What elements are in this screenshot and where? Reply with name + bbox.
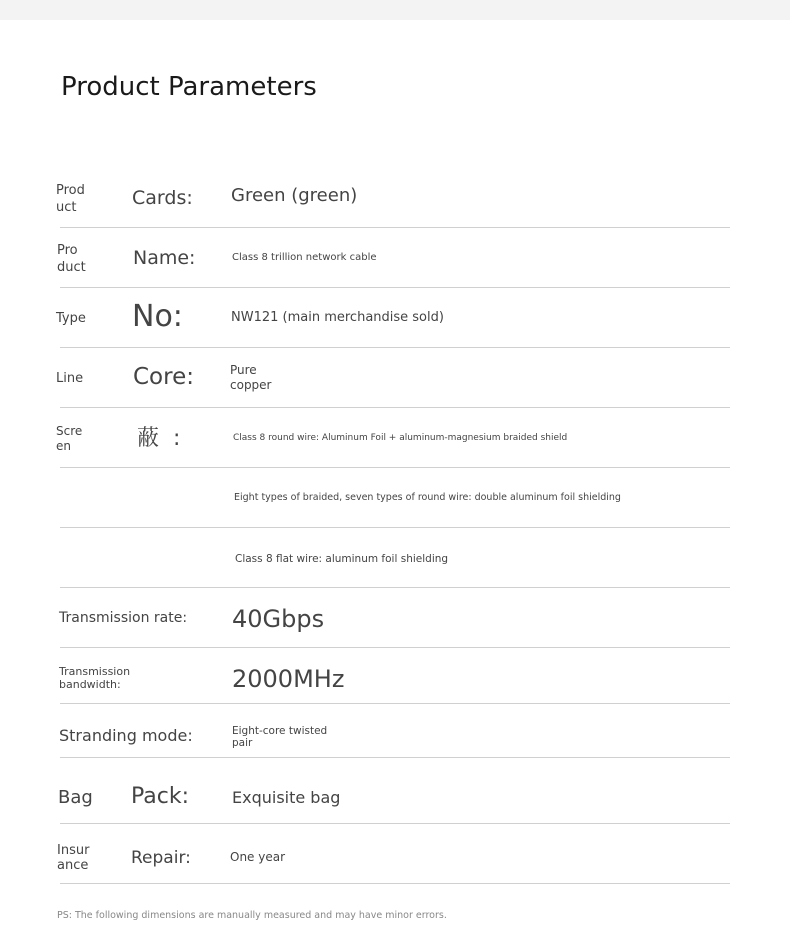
row-divider — [60, 467, 730, 468]
row-prefix: Pro duct — [57, 243, 86, 275]
row-value: Eight-core twisted pair — [232, 725, 328, 749]
row-label: Core: — [133, 364, 194, 390]
row-label: Stranding mode: — [59, 726, 193, 745]
row-value: One year — [230, 850, 286, 864]
top-band — [0, 0, 790, 20]
row-prefix: Scre en — [56, 424, 83, 453]
row-prefix: Bag — [58, 787, 93, 808]
row-value: Class 8 trillion network cable — [232, 252, 377, 263]
row-divider — [60, 823, 730, 824]
row-divider — [60, 703, 730, 704]
row-prefix: Type — [56, 311, 86, 326]
row-divider — [60, 527, 730, 528]
row-label: Name: — [133, 247, 196, 269]
row-prefix: Prod uct — [56, 183, 85, 215]
row-value: 2000MHz — [232, 665, 345, 693]
row-divider — [60, 883, 730, 884]
row-label: Transmission rate: — [59, 610, 188, 626]
row-divider — [60, 347, 730, 348]
row-value: Green (green) — [231, 185, 358, 206]
row-divider — [60, 407, 730, 408]
row-value: Exquisite bag — [232, 788, 341, 807]
row-label: Pack: — [131, 784, 190, 809]
row-divider — [60, 227, 730, 228]
row-divider — [60, 757, 730, 758]
row-label: Repair: — [131, 848, 191, 868]
footnote: PS: The following dimensions are manually measured and may have minor errors. — [57, 910, 447, 921]
row-value: Pure copper — [230, 363, 272, 392]
row-value: NW121 (main merchandise sold) — [231, 310, 444, 325]
row-divider — [60, 587, 730, 588]
row-label: Transmission bandwidth: — [59, 665, 131, 691]
row-label: 蔽 : — [137, 426, 181, 451]
row-prefix: Insur ance — [57, 843, 90, 873]
row-prefix: Line — [56, 371, 84, 386]
row-divider — [60, 287, 730, 288]
row-label: Cards: — [132, 187, 193, 209]
page-title: Product Parameters — [61, 72, 317, 102]
row-value: 40Gbps — [232, 605, 325, 633]
row-label: No: — [132, 299, 183, 334]
row-divider — [60, 647, 730, 648]
row-value: Eight types of braided, seven types of round wire: double aluminum foil shielding — [234, 492, 621, 503]
row-value: Class 8 round wire: Aluminum Foil + aluminum-magnesium braided shield — [233, 433, 568, 443]
row-value: Class 8 flat wire: aluminum foil shielding — [235, 553, 449, 565]
